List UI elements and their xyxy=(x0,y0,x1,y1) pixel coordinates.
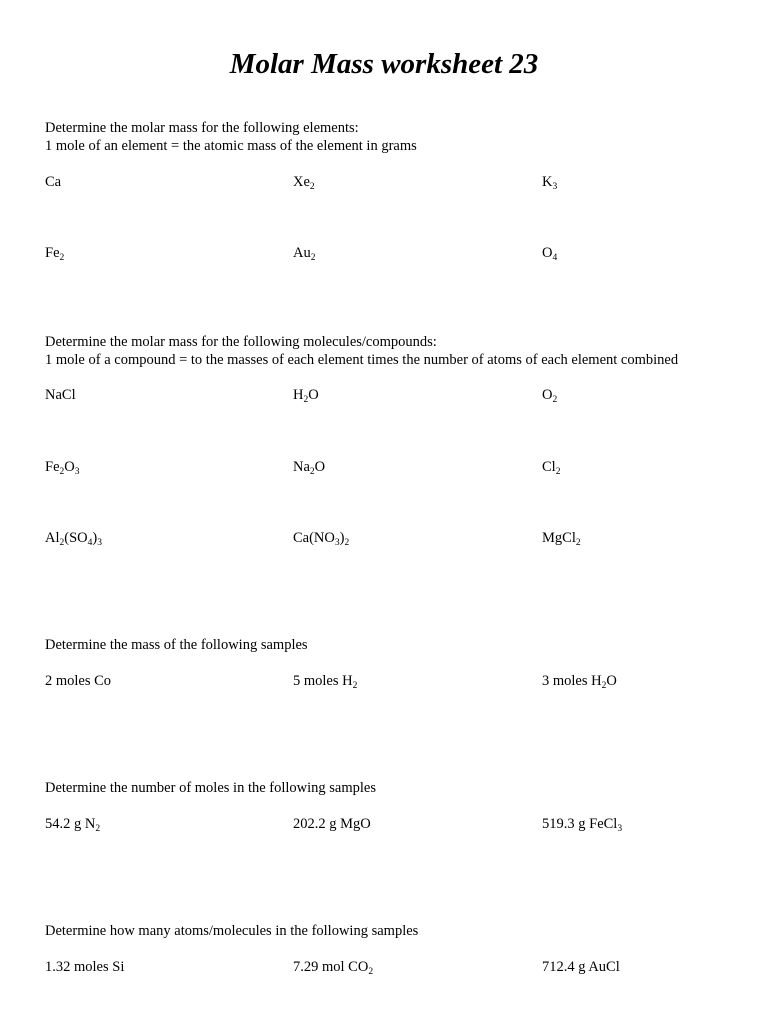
problem-item xyxy=(45,529,102,547)
formula-subscript: 2 xyxy=(555,467,561,477)
formula-text: Ca xyxy=(45,174,62,190)
formula-text: O xyxy=(308,387,319,403)
section-subheading-elements: 1 mole of an element = the atomic mass of the element in grams xyxy=(45,138,417,154)
worksheet-title: Molar Mass worksheet 23 xyxy=(229,48,539,80)
formula-text: Fe xyxy=(45,245,60,261)
problem-item xyxy=(45,244,64,262)
formula-text: 7.29 mol CO xyxy=(293,959,369,975)
problem-row xyxy=(0,458,768,478)
formula-text: ) xyxy=(339,530,345,546)
formula-subscript: 2 xyxy=(552,395,558,405)
formula-text: Xe xyxy=(293,174,310,190)
formula-subscript: 2 xyxy=(59,253,65,263)
formula-subscript: 2 xyxy=(303,395,309,405)
problem-item xyxy=(45,386,76,404)
problem-item xyxy=(542,173,557,191)
formula-text: 1.32 moles Si xyxy=(45,959,125,975)
problem-item xyxy=(542,244,557,262)
problem-row xyxy=(0,529,768,549)
formula-text: Fe xyxy=(45,459,60,475)
formula-text: 2 moles Co xyxy=(45,673,112,689)
formula-text: 5 moles H xyxy=(293,673,353,689)
formula-text: Al xyxy=(45,530,60,546)
problem-item xyxy=(45,815,100,833)
formula-text: 202.2 g MgO xyxy=(293,816,371,832)
problem-item xyxy=(293,244,315,262)
formula-text: NaCl xyxy=(45,387,76,403)
formula-text: ) xyxy=(92,530,98,546)
formula-text: Na xyxy=(293,459,310,475)
problem-item xyxy=(293,958,373,976)
formula-text: Ca(NO xyxy=(293,530,335,546)
section-heading-compounds: Determine the molar mass for the following molecules/compounds: xyxy=(45,334,437,350)
problem-item xyxy=(542,815,622,833)
formula-subscript: 2 xyxy=(59,538,65,548)
problem-row xyxy=(0,244,768,264)
formula-text: Cl xyxy=(542,459,556,475)
problem-item xyxy=(542,529,581,547)
formula-text: Au xyxy=(293,245,311,261)
problem-item xyxy=(293,529,349,547)
formula-subscript: 2 xyxy=(59,467,65,477)
formula-subscript: 2 xyxy=(310,253,316,263)
formula-subscript: 2 xyxy=(368,967,374,977)
section-heading-mass: Determine the mass of the following samples xyxy=(45,637,308,653)
formula-text: O xyxy=(542,245,553,261)
formula-text: 712.4 g AuCl xyxy=(542,959,620,975)
formula-text: O xyxy=(314,459,326,475)
formula-text: MgCl xyxy=(542,530,576,546)
problem-item xyxy=(45,458,79,476)
formula-subscript: 2 xyxy=(601,681,607,691)
formula-subscript: 4 xyxy=(552,253,558,263)
formula-subscript: 2 xyxy=(95,824,101,834)
problem-item xyxy=(45,958,124,976)
problem-row xyxy=(0,173,768,193)
formula-subscript: 2 xyxy=(575,538,581,548)
formula-subscript: 3 xyxy=(334,538,340,548)
section-heading-atoms: Determine how many atoms/molecules in the following samples xyxy=(45,923,419,939)
section-heading-elements: Determine the molar mass for the following elements: xyxy=(45,120,359,136)
problem-item xyxy=(542,672,617,690)
problem-row xyxy=(0,958,768,978)
formula-subscript: 2 xyxy=(352,681,358,691)
problem-item xyxy=(293,815,371,833)
problem-item xyxy=(293,173,315,191)
formula-subscript: 3 xyxy=(74,467,80,477)
formula-text: H xyxy=(293,387,304,403)
formula-subscript: 4 xyxy=(87,538,93,548)
problem-item xyxy=(542,958,620,976)
formula-subscript: 3 xyxy=(617,824,623,834)
formula-subscript: 2 xyxy=(309,182,315,192)
problem-item xyxy=(542,458,560,476)
formula-text: O xyxy=(542,387,553,403)
formula-text: 519.3 g FeCl xyxy=(542,816,618,832)
problem-item xyxy=(45,173,61,191)
problem-item xyxy=(293,458,325,476)
formula-subscript: 3 xyxy=(552,182,558,192)
formula-text: K xyxy=(542,174,553,190)
problem-row xyxy=(0,672,768,692)
section-heading-moles: Determine the number of moles in the following samples xyxy=(45,780,377,796)
formula-text: 54.2 g N xyxy=(45,816,96,832)
problem-row xyxy=(0,815,768,835)
formula-text: O xyxy=(64,459,75,475)
problem-item xyxy=(293,672,357,690)
formula-text: (SO xyxy=(64,530,88,546)
formula-text: O xyxy=(606,673,617,689)
problem-item xyxy=(293,386,319,404)
problem-item xyxy=(542,386,557,404)
formula-subscript: 2 xyxy=(309,467,315,477)
formula-subscript: 3 xyxy=(97,538,102,548)
formula-subscript: 2 xyxy=(344,538,350,548)
problem-item xyxy=(45,672,111,690)
formula-text: 3 moles H xyxy=(542,673,602,689)
section-subheading-compounds: 1 mole of a compound = to the masses of each element times the number of atoms of each element combined xyxy=(45,352,679,368)
problem-row xyxy=(0,386,768,406)
